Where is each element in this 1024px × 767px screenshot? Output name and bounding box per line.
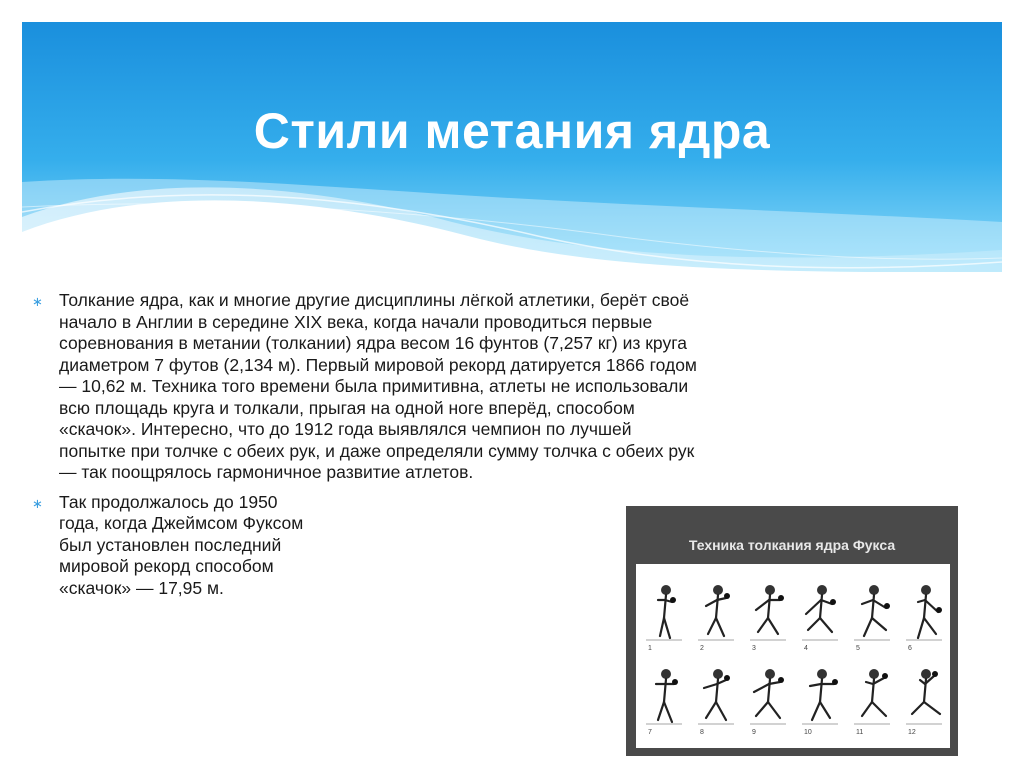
figure-panel [636,564,950,748]
frame-number: 3 [752,645,756,652]
athlete-frame [646,585,682,652]
technique-figure [626,506,958,756]
athlete-frame [854,585,890,652]
frame-number: 9 [752,729,756,736]
slide [22,22,1002,767]
athlete-frame [750,669,786,736]
title-banner [22,22,1002,272]
athlete-frame [750,585,786,652]
athlete-frame [646,669,682,736]
bullet-list [32,290,712,607]
athlete-frame [698,669,734,736]
frame-number: 8 [700,729,704,736]
bullet-item [32,492,319,600]
bullet-text: Толкание ядра, как и многие другие дисциплины лёгкой атлетики, берёт своё начало в Англии в середине XIX века, когда начали проводиться первые соревнования в метании (толкании) ядра весом 16 фунтов (7,257 кг) из круга диаметром 7 футов (2,134 м). Первый мировой рекорд датируется 1866 годом — 10,62 м. Техника того времени была примитивна, атлеты не использовали всю площадь круга и толкали, прыгая на одной ноге вперёд, способом «скачок». Интересно, что до 1912 года выявлялся чемпион по лучшей попытке при толчке с обеих рук, и даже определяли сумму толчка с обеих рук — так поощрялось гармоничное развитие атлетов. [59,290,697,482]
frame-number: 10 [804,729,812,736]
frame-number: 7 [648,729,652,736]
athlete-frame [854,669,890,736]
frame-number: 1 [648,645,652,652]
frame-number: 11 [856,729,864,736]
frame-number: 2 [700,645,704,652]
slide-title: Стили метания ядра [253,103,771,159]
frame-number: 12 [908,729,916,736]
frame-number: 4 [804,645,808,652]
athlete-sequence-drawing [636,564,950,748]
bullet-marker: ∗ [32,495,43,511]
figure-caption: Техника толкания ядра Фукса [688,537,896,553]
bullet-item [32,290,699,484]
bullet-marker: ∗ [32,294,43,309]
athlete-frame [802,585,838,652]
frame-number: 5 [856,645,860,652]
athlete-frame [906,669,942,736]
bullet-text: Так продолжалось до 1950 года, когда Джеймсом Фуксом был установлен последний мировой рекорд способом «скачок» — 17,95 м. [59,491,304,598]
athlete-frame [906,585,942,652]
frame-number: 6 [908,645,912,652]
athlete-frame [698,585,734,652]
athlete-frame [802,669,838,736]
